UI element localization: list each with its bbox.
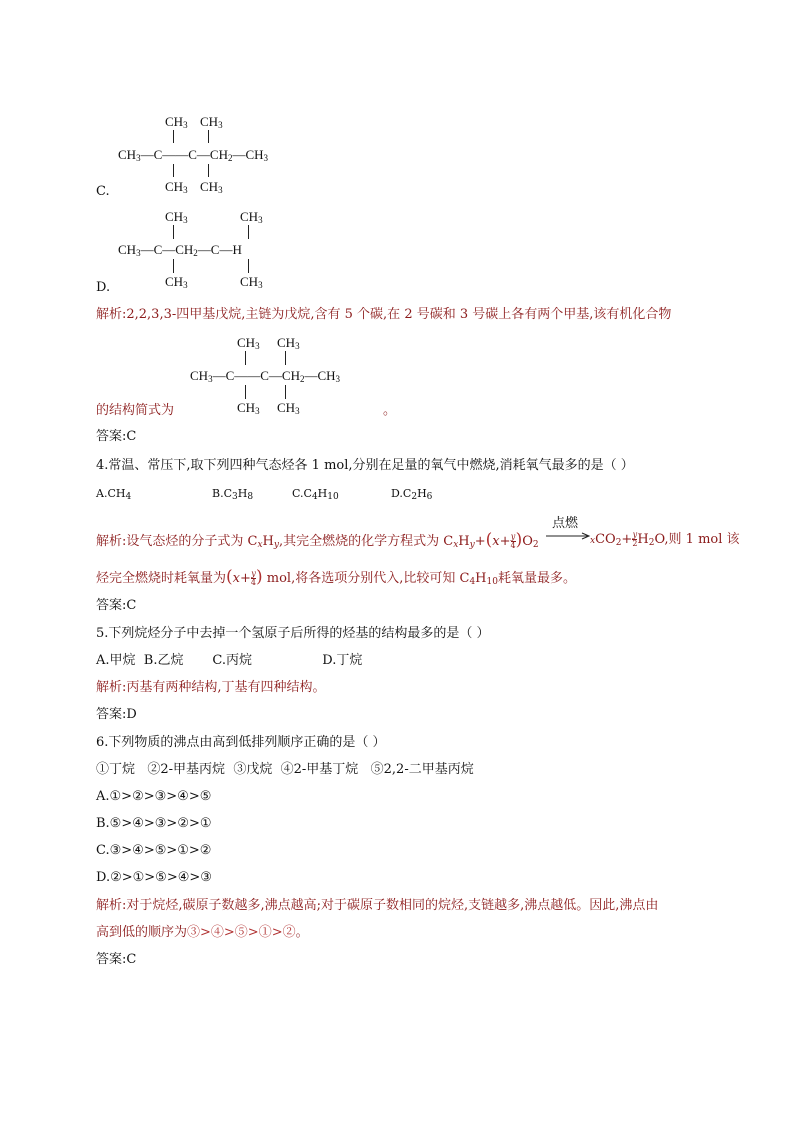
q3-analysis-line2: 的结构简式为 [96,403,175,418]
q5-options: A.甲烷 B.乙烷 C.丙烷 D.丁烷 [96,653,363,668]
option-c-label: C. [96,184,110,199]
q4-analysis-line1-end: xCO$_2$+ $\frac{y}{2}$ $H_2O$,则 1 mol 该 [590,530,740,548]
q4-analysis-line2: 烃完全燃烧时耗氧量为(x+ $\frac{y}{4}$ ) mol,将各选项分别代入,比较可知 $C_4H_{10}$耗氧量最多。 [96,567,576,587]
q5-analysis: 解析:丙基有两种结构,丁基有四种结构。 [96,680,326,695]
q6-answer: 答案:C [96,952,137,967]
q6-option-d: D.②>①>⑤>④>③ [96,870,212,885]
q4-option-a: $A.CH_4$ [96,487,132,502]
q5-answer: 答案:D [96,707,137,722]
q5-question: 5.下列烷烃分子中去掉一个氢原子后所得的烃基的结构最多的是（ ） [96,626,490,641]
q4-question: 4.常温、常压下,取下列四种气态烃各 1 mol,分别在足量的氧气中燃烧,消耗氧气最多的是（ ） [96,458,634,473]
q3-analysis-end: 。 [383,403,397,418]
arrow-icon [546,531,592,541]
q4-reaction-arrow [546,512,592,542]
q4-arrow-label: 点燃 [552,516,579,531]
structure-option-d: $CH_3$ $CH_3$ $CH_3—C—CH_2—C—H$ $CH_3$ $CH_3$ [118,209,263,290]
q6-analysis-line1: 解析:对于烷烃,碳原子数越多,沸点越高;对于碳原子数相同的烷烃,支链越多,沸点越低。因此,沸点由 [96,898,659,913]
structure-analysis: $CH_3$ $CH_3$ $CH_3—C——C—CH_2—CH_3$ $CH_3$ $CH_3$ [190,335,341,416]
q3-answer: 答案:C [96,429,137,444]
q6-option-a: A.①>②>③>④>⑤ [96,789,212,804]
q4-option-d: $D.C_2H_6$ [391,487,433,502]
q6-analysis-line2: 高到低的顺序为③>④>⑤>①>②。 [96,925,309,940]
q6-question: 6.下列物质的沸点由高到低排列顺序正确的是（ ） [96,735,386,750]
structure-option-c: $CH_3$ $CH_3$ $CH_3—C——C—CH_2—CH_3$ $CH_3$ $CH_3$ [118,114,269,195]
option-d-label: D. [96,280,111,295]
q4-option-b: $B.C_3H_8$ [212,487,254,502]
q6-option-c: C.③>④>⑤>①>② [96,843,212,858]
q6-option-b: B.⑤>④>③>②>① [96,816,212,831]
q6-items: ①丁烷 ②2-甲基丙烷 ③戊烷 ④2-甲基丁烷 ⑤2,2-二甲基丙烷 [96,762,474,777]
q4-analysis-line1: 解析:设气态烃的分子式为 $C_xH_y$,其完全燃烧的化学方程式为 $C_xH_y+(x+$ $\frac{y}{4}$ )$O_2$ [96,530,539,550]
q3-analysis-line1: 解析:2,2,3,3-四甲基戊烷,主链为戊烷,含有 5 个碳,在 2 号碳和 3 号碳上各有两个甲基,该有机化合物 [96,307,672,322]
q4-option-c: $C.C_4H_{10}$ [292,487,339,502]
q4-answer: 答案:C [96,598,137,613]
q6-order: ③>④>⑤>①>② [187,925,296,940]
